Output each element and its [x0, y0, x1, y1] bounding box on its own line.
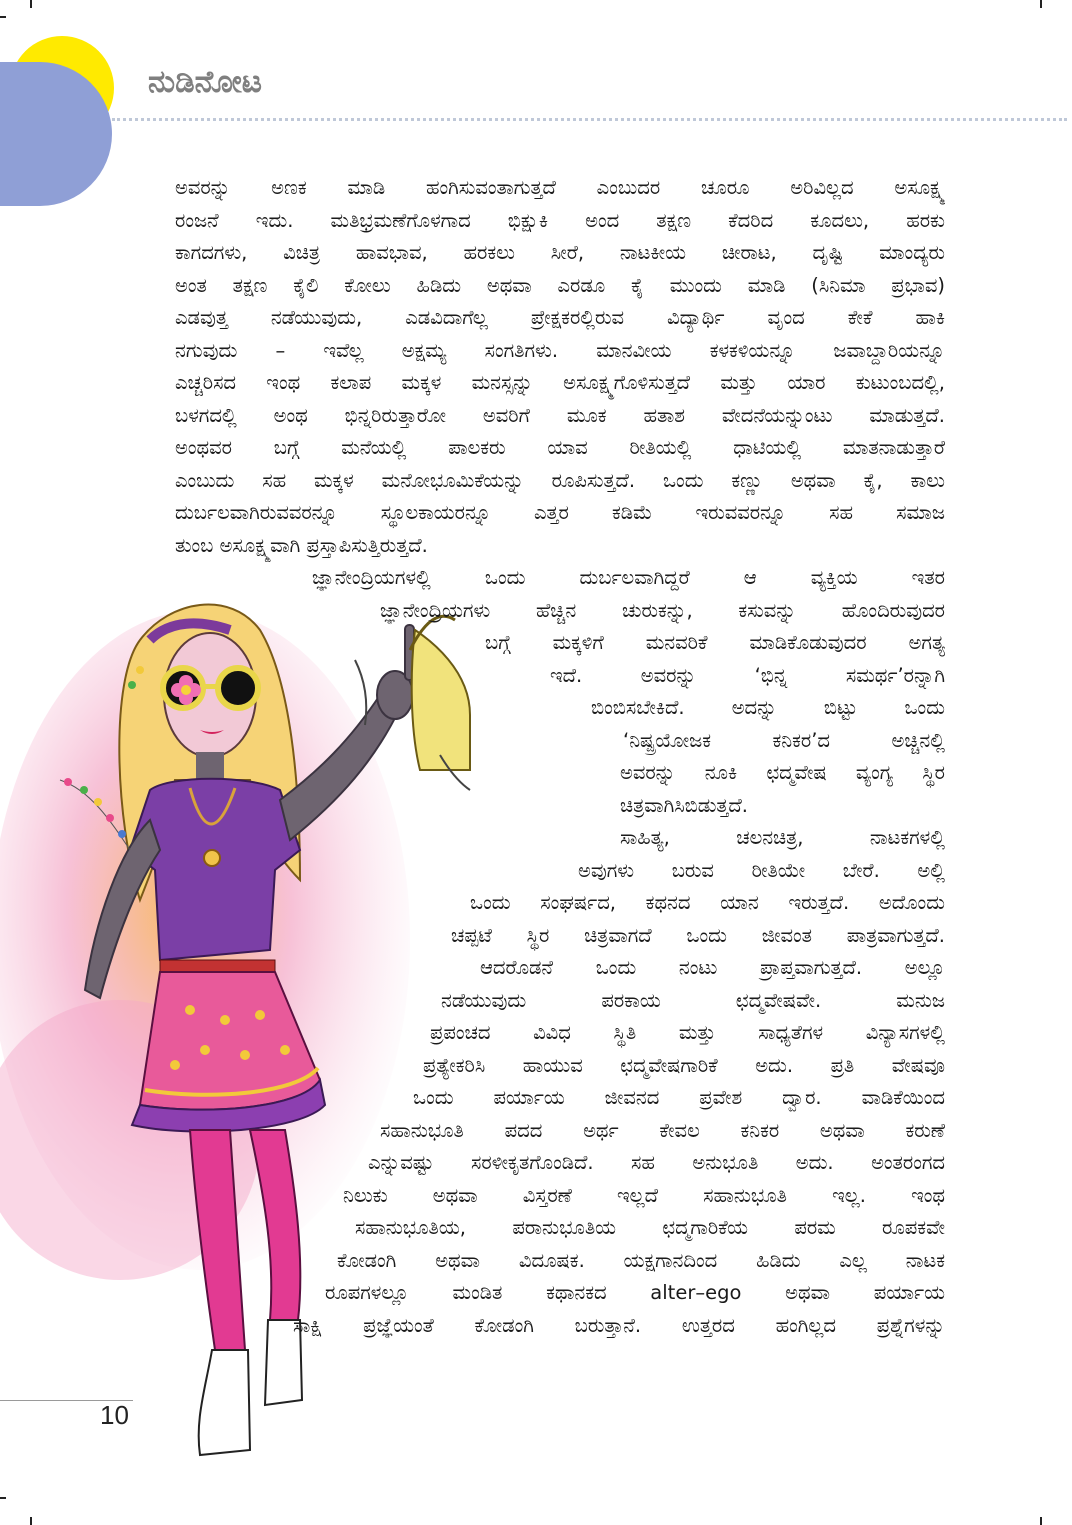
- text-line: ಒಂದು ಸಂಘರ್ಷದ, ಕಥನದ ಯಾನ ಇರುತ್ತದೆ. ಅದೊಂದು: [470, 891, 945, 914]
- text-line: ಅವುಗಳು ಬರುವ ರೀತಿಯೇ ಬೇರೆ. ಅಲ್ಲಿ: [578, 858, 945, 882]
- text-line: ಬಿಂಬಿಸಬೇಕಿದೆ. ಅದನ್ನು ಬಿಟ್ಟು ಒಂದು: [591, 696, 945, 719]
- text-line: ರೂಪಗಳಲ್ಲೂ ಮಂಡಿತ ಕಥಾನಕದ alter–ego ಅಥವಾ ಪರ್ಯಾಯ: [325, 1281, 945, 1304]
- page-number: 10: [100, 1400, 129, 1430]
- text-line: ಎಚ್ಚರಿಸದ ಇಂಥ ಕಲಾಪ ಮಕ್ಕಳ ಮನಸ್ಸನ್ನು ಅಸೂಕ್ಷ್ಮಗೊಳಿಸುತ್ತದೆ ಮತ್ತು ಯಾರ ಕುಟುಂಬದಲ್ಲಿ,: [175, 371, 945, 394]
- text-line: ಸಹಾನುಭೂತಿ ಪದದ ಅರ್ಥ ಕೇವಲ ಕನಿಕರ ಅಥವಾ ಕರುಣೆ: [380, 1118, 945, 1142]
- text-line: ಜ್ಞಾನೇಂದ್ರಿಯಗಳು ಹೆಚ್ಚಿನ ಚುರುಕನ್ನು, ಕಸುವನ್ನು ಹೊಂದಿರುವುದರ: [380, 598, 945, 622]
- text-line: ಬಳಗದಲ್ಲಿ ಅಂಥ ಭಿನ್ನರಿರುತ್ತಾರೋ ಅವರಿಗೆ ಮೂಕ ಹತಾಶ ವೇದನೆಯನ್ನುಂಟು ಮಾಡುತ್ತದೆ.: [175, 403, 945, 427]
- crop-mark-bottom-right: [1040, 1517, 1042, 1525]
- text-line: ಸಾಕ್ಷಿ ಪ್ರಜ್ಞೆಯಂತೆ ಕೋಡಂಗಿ ಬರುತ್ತಾನೆ. ಉತ್ತರದ ಹಂಗಿಲ್ಲದ ಪ್ರಶ್ನೆಗಳನ್ನು: [293, 1313, 945, 1337]
- text-line: ಪ್ರಪಂಚದ ವಿವಿಧ ಸ್ಥಿತಿ ಮತ್ತು ಸಾಧ್ಯತೆಗಳ ವಿನ್ಯಾಸಗಳಲ್ಲಿ: [430, 1021, 945, 1044]
- text-line: ಬಗ್ಗೆ ಮಕ್ಕಳಿಗೆ ಮನವರಿಕೆ ಮಾಡಿಕೊಡುವುದರ ಅಗತ್ಯ: [485, 631, 945, 654]
- crop-mark-top-right: [1040, 0, 1042, 8]
- text-line: ಅಂತ ತಕ್ಷಣ ಕೈಲಿ ಕೋಲು ಹಿಡಿದು ಅಥವಾ ಎರಡೂ ಕೈ ಮುಂದು ಮಾಡಿ (ಸಿನಿಮಾ ಪ್ರಭಾವ): [175, 273, 945, 297]
- text-line: ಚಪ್ಪಟೆ ಸ್ಥಿರ ಚಿತ್ರವಾಗದೆ ಒಂದು ಜೀವಂತ ಪಾತ್ರವಾಗುತ್ತದೆ.: [451, 923, 945, 947]
- text-line: ಎಂಬುದು ಸಹ ಮಕ್ಕಳ ಮನೋಭೂಮಿಕೆಯನ್ನು ರೂಪಿಸುತ್ತದೆ. ಒಂದು ಕಣ್ಣು ಅಥವಾ ಕೈ, ಕಾಲು: [175, 468, 945, 492]
- text-line: ದುರ್ಬಲವಾಗಿರುವವರನ್ನೂ ಸ್ಥೂಲಕಾಯರನ್ನೂ ಎತ್ತರ ಕಡಿಮೆ ಇರುವವರನ್ನೂ ಸಹ ಸಮಾಜ: [175, 501, 945, 524]
- section-title: ನುಡಿನೋಟ: [148, 64, 263, 100]
- text-line: ಆದರೊಡನೆ ಒಂದು ನಂಟು ಪ್ರಾಪ್ತವಾಗುತ್ತದೆ. ಅಲ್ಲೂ: [480, 956, 945, 979]
- header-dotted-rule: [112, 118, 1067, 121]
- header-circle-decoration: [0, 0, 140, 220]
- text-line: ತುಂಬ ಅಸೂಕ್ಷ್ಮವಾಗಿ ಪ್ರಸ್ತಾಪಿಸುತ್ತಿರುತ್ತದೆ.: [175, 533, 428, 557]
- text-line: ನಡೆಯುವುದು ಪರಕಾಯ ಛದ್ಮವೇಷವೇ. ಮನುಜ: [441, 988, 945, 1012]
- text-line: ನಿಲುಕು ಅಥವಾ ವಿಸ್ತರಣೆ ಇಲ್ಲದೆ ಸಹಾನುಭೂತಿ ಇಲ್ಲ. ಇಂಥ: [343, 1183, 945, 1207]
- text-line: ಎಡವುತ್ತ ನಡೆಯುವುದು, ಎಡವಿದಾಗೆಲ್ಲ ಪ್ರೇಕ್ಷಕರಲ್ಲಿರುವ ವಿದ್ಯಾರ್ಥಿ ವೃಂದ ಕೇಕೆ ಹಾಕಿ: [175, 306, 945, 329]
- text-line: ಇದೆ. ಅವರನ್ನು ‘ಭಿನ್ನ ಸಮರ್ಥ’ರನ್ನಾಗಿ: [550, 663, 945, 687]
- text-line: ಪ್ರತ್ಯೇಕರಿಸಿ ಹಾಯುವ ಛದ್ಮವೇಷಗಾರಿಕೆ ಅದು. ಪ್ರತಿ ವೇಷವೂ: [423, 1053, 945, 1077]
- text-line: ಜ್ಞಾನೇಂದ್ರಿಯಗಳಲ್ಲಿ ಒಂದು ದುರ್ಬಲವಾಗಿದ್ದರೆ ಆ ವ್ಯಕ್ತಿಯ ಇತರ: [312, 566, 945, 589]
- text-line: ಎನ್ನುವಷ್ಟು ಸರಳೀಕೃತಗೊಂಡಿದೆ. ಸಹ ಅನುಭೂತಿ ಅದು. ಅಂತರಂಗದ: [368, 1151, 945, 1174]
- text-line: ಅವರನ್ನು ಅಣಕ ಮಾಡಿ ಹಂಗಿಸುವಂತಾಗುತ್ತದೆ ಎಂಬುದರ ಚೂರೂ ಅರಿವಿಲ್ಲದ ಅಸೂಕ್ಷ್ಮ: [175, 176, 945, 199]
- text-line: ಕೋಡಂಗಿ ಅಥವಾ ವಿದೂಷಕ. ಯಕ್ಷಗಾನದಿಂದ ಹಿಡಿದು ಎಲ್ಲ ನಾಟಕ: [337, 1248, 945, 1272]
- text-line: ‘ನಿಷ್ಪ್ರಯೋಜಕ ಕನಿಕರ’ದ ಅಚ್ಚಿನಲ್ಲಿ: [623, 728, 945, 752]
- article-body: [175, 172, 945, 1342]
- text-line: ಒಂದು ಪರ್ಯಾಯ ಜೀವನದ ಪ್ರವೇಶ ದ್ವಾರ. ವಾಡಿಕೆಯಿಂದ: [413, 1086, 945, 1109]
- text-line: ಅಂಥವರ ಬಗ್ಗೆ ಮನೆಯಲ್ಲಿ ಪಾಲಕರು ಯಾವ ರೀತಿಯಲ್ಲಿ ಧಾಟಿಯಲ್ಲಿ ಮಾತನಾಡುತ್ತಾರೆ: [175, 436, 945, 459]
- text-line: ರಂಜನೆ ಇದು. ಮತಿಭ್ರಮಣೆಗೊಳಗಾದ ಭಿಕ್ಷುಕಿ ಅಂದ ತಕ್ಷಣ ಕೆದರಿದ ಕೂದಲು, ಹರಕು: [175, 208, 945, 232]
- text-line: ಕಾಗದಗಳು, ವಿಚಿತ್ರ ಹಾವಭಾವ, ಹರಕಲು ಸೀರೆ, ನಾಟಕೀಯ ಚೀರಾಟ, ದೃಷ್ಟಿ ಮಾಂದ್ಯರು: [175, 241, 945, 264]
- text-line: ಸಹಾನುಭೂತಿಯ, ಪರಾನುಭೂತಿಯ ಛದ್ಮಗಾರಿಕೆಯ ಪರಮ ರೂಪಕವೇ: [355, 1216, 945, 1239]
- text-line: ಚಿತ್ರವಾಗಿಸಿಬಿಡುತ್ತದೆ.: [620, 793, 748, 817]
- text-line: ಸಾಹಿತ್ಯ, ಚಲನಚಿತ್ರ, ನಾಟಕಗಳಲ್ಲಿ: [620, 826, 945, 849]
- text-line: ನಗುವುದು – ಇವೆಲ್ಲ ಅಕ್ಷಮ್ಯ ಸಂಗತಿಗಳು. ಮಾನವೀಯ ಕಳಕಳಿಯನ್ನೂ ಜವಾಬ್ದಾರಿಯನ್ನೂ: [175, 338, 945, 362]
- text-line: ಅವರನ್ನು ನೂಕಿ ಛದ್ಮವೇಷ ವ್ಯಂಗ್ಯ ಸ್ಥಿರ: [620, 761, 945, 784]
